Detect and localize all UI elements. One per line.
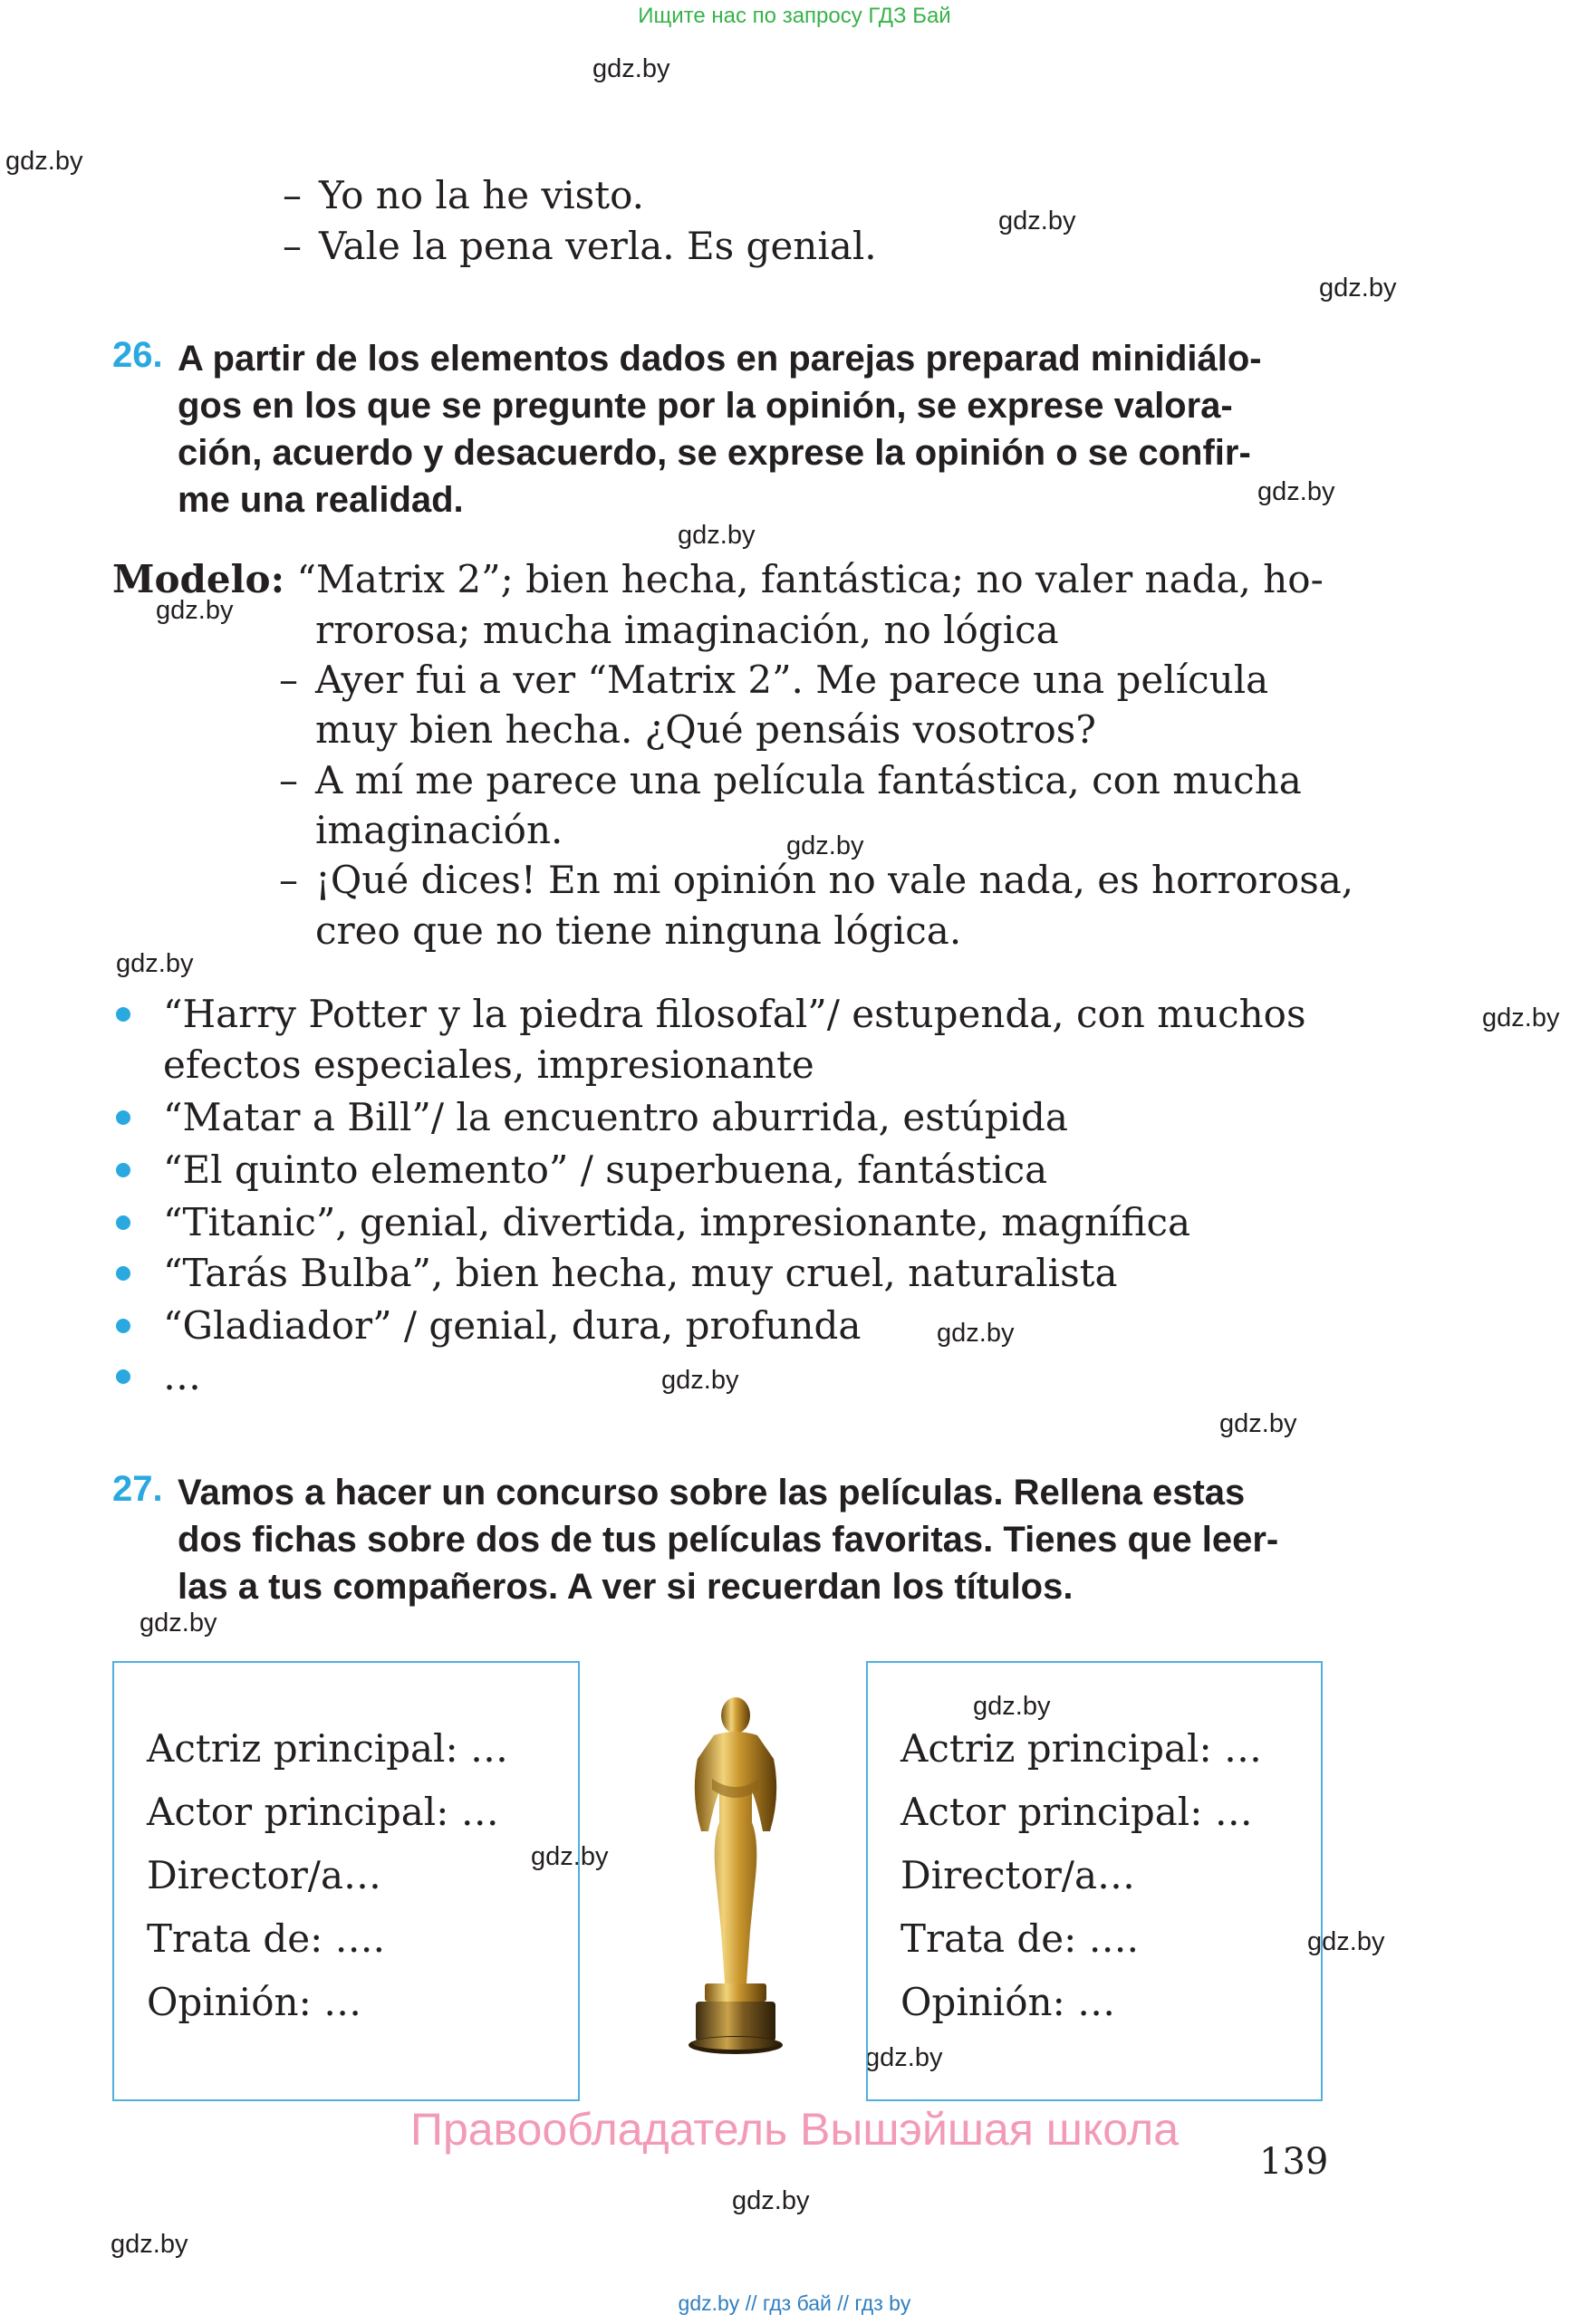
list-item: … — [163, 1354, 201, 1398]
watermark: gdz.by — [1482, 1004, 1560, 1032]
watermark: gdz.by — [678, 521, 756, 550]
bullet-marker — [116, 1215, 130, 1230]
modelo-prompt-cont: rrorosa; mucha imaginación, no lógica — [315, 608, 1059, 652]
oscar-statuette-image — [669, 1695, 803, 2067]
modelo-dialogue-line: – ¡Qué dices! En mi opinión no vale nada, es horrorosa, — [279, 858, 1354, 902]
exercise-26-instruction: A partir de los elementos dados en parejas preparad minidiálo- gos en los que se pregunte por la opinión, se exprese valora- ción, acuerdo y desacuerdo, se exprese la opinión o se confir- me una realidad. — [178, 339, 1262, 520]
copyright-notice: Правообладатель Вышэйшая школа — [410, 2104, 1179, 2155]
card-field-director: Director/a… — [147, 1853, 381, 1897]
bullet-marker — [116, 1110, 130, 1125]
bullet-marker — [116, 1163, 130, 1177]
watermark: gdz.by — [998, 206, 1076, 235]
exercise-27-number: 27. — [112, 1469, 163, 1509]
intro-dialogue-line: – Vale la pena verla. Es genial. — [283, 224, 877, 268]
list-item: “Titanic”, genial, divertida, impresionante, magnífica — [163, 1200, 1191, 1244]
list-item-cont: efectos especiales, impresionante — [163, 1042, 814, 1087]
card-field-actress: Actriz principal: … — [900, 1726, 1262, 1771]
page-number: 139 — [1259, 2141, 1329, 2183]
card-field-opinion: Opinión: … — [900, 1980, 1116, 2024]
watermark: gdz.by — [116, 949, 194, 978]
card-field-actress: Actriz principal: … — [147, 1726, 508, 1771]
intro-dialogue-line: – Yo no la he visto. — [283, 173, 644, 217]
watermark: gdz.by — [5, 147, 83, 176]
watermark: gdz.by — [1219, 1409, 1297, 1438]
watermark: gdz.by — [1307, 1927, 1385, 1956]
bottom-link-bar[interactable]: gdz.by // гдз бай // гдз by — [678, 2291, 911, 2315]
watermark: gdz.by — [1257, 477, 1335, 506]
list-item: “El quinto elemento” / superbuena, fantástica — [163, 1148, 1048, 1192]
modelo-dialogue-line: imaginación. — [315, 808, 563, 852]
watermark: gdz.by — [786, 831, 864, 860]
card-field-plot: Trata de: …. — [147, 1916, 385, 1961]
modelo-dialogue-line: – A mí me parece una película fantástica, con mucha — [279, 758, 1302, 802]
list-item: “Gladiador” / genial, dura, profunda — [163, 1303, 862, 1348]
watermark: gdz.by — [156, 596, 234, 625]
card-field-plot: Trata de: …. — [900, 1916, 1139, 1961]
list-item: “Harry Potter y la piedra filosofal”/ estupenda, con muchos — [163, 992, 1306, 1036]
watermark: gdz.by — [531, 1842, 609, 1871]
list-item: “Matar a Bill”/ la encuentro aburrida, estúpida — [163, 1095, 1068, 1139]
card-field-actor: Actor principal: … — [147, 1790, 499, 1834]
list-item: “Tarás Bulba”, bien hecha, muy cruel, naturalista — [163, 1251, 1118, 1295]
exercise-26-number: 26. — [112, 335, 163, 375]
exercise-27-instruction: Vamos a hacer un concurso sobre las películas. Rellena estas dos fichas sobre dos de tus películas favoritas. Tienes que leer- las a tus compañeros. A ver si recuerdan los títulos. — [178, 1473, 1279, 1607]
watermark: gdz.by — [732, 2186, 810, 2215]
modelo-dialogue-line: – Ayer fui a ver “Matrix 2”. Me parece una película — [279, 658, 1269, 702]
watermark: gdz.by — [661, 1366, 739, 1395]
bullet-marker — [116, 1266, 130, 1281]
watermark: gdz.by — [592, 54, 670, 83]
watermark: gdz.by — [140, 1609, 217, 1637]
watermark: gdz.by — [937, 1319, 1015, 1348]
card-field-actor: Actor principal: … — [900, 1790, 1253, 1834]
bullet-marker — [116, 1007, 130, 1022]
modelo-dialogue-line: muy bien hecha. ¿Qué pensáis vosotros? — [315, 707, 1096, 752]
top-search-note: Ищите нас по запросу ГДЗ Бай — [638, 4, 951, 28]
bullet-marker — [116, 1319, 130, 1333]
modelo-prompt: Modelo: “Matrix 2”; bien hecha, fantástica; no valer nada, ho- — [112, 557, 1324, 601]
card-field-opinion: Opinión: … — [147, 1980, 362, 2024]
watermark: gdz.by — [111, 2230, 188, 2259]
watermark: gdz.by — [865, 2043, 943, 2072]
card-field-director: Director/a… — [900, 1853, 1135, 1897]
modelo-dialogue-line: creo que no tiene ninguna lógica. — [315, 908, 962, 953]
watermark: gdz.by — [1319, 274, 1397, 303]
bullet-marker — [116, 1369, 130, 1384]
watermark: gdz.by — [973, 1692, 1051, 1721]
